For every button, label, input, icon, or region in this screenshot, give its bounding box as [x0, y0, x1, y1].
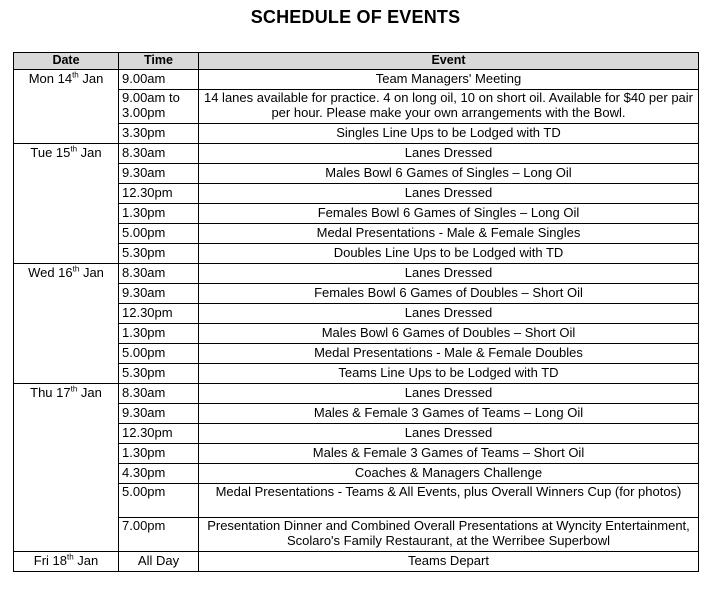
schedule-body	[14, 70, 699, 572]
event-cell: Team Managers' Meeting	[199, 70, 699, 90]
time-cell: 3.30pm	[119, 124, 199, 144]
time-cell: 1.30pm	[119, 444, 199, 464]
time-cell: 8.30am	[119, 384, 199, 404]
event-cell: Lanes Dressed	[199, 144, 699, 164]
event-cell: Medal Presentations - Male & Female Singles	[199, 224, 699, 244]
time-cell: 7.00pm	[119, 518, 199, 552]
event-cell: Teams Line Ups to be Lodged with TD	[199, 364, 699, 384]
time-cell: 8.30am	[119, 264, 199, 284]
event-cell: Lanes Dressed	[199, 264, 699, 284]
date-cell	[14, 552, 119, 572]
time-cell: 5.30pm	[119, 244, 199, 264]
date-ordinal: th	[72, 70, 79, 80]
event-cell: Presentation Dinner and Combined Overall Presentations at Wyncity Entertainment, Scolaro's Family Restaurant, at the Werribee Superbowl	[199, 518, 699, 552]
date-cell	[14, 264, 119, 384]
time-cell: 12.30pm	[119, 424, 199, 444]
time-cell: 1.30pm	[119, 204, 199, 224]
date-day: Tue 15	[30, 145, 71, 160]
time-cell: 5.00pm	[119, 484, 199, 518]
time-cell: 8.30am	[119, 144, 199, 164]
event-cell: Lanes Dressed	[199, 184, 699, 204]
event-cell: Lanes Dressed	[199, 304, 699, 324]
event-cell: Teams Depart	[199, 552, 699, 572]
event-cell: Doubles Line Ups to be Lodged with TD	[199, 244, 699, 264]
event-cell: Lanes Dressed	[199, 384, 699, 404]
date-day: Thu 17	[30, 385, 71, 400]
event-cell: Females Bowl 6 Games of Doubles – Short Oil	[199, 284, 699, 304]
date-cell	[14, 70, 119, 144]
date-ordinal: th	[66, 552, 74, 562]
time-cell: 9.30am	[119, 404, 199, 424]
date-month: Jan	[78, 71, 104, 86]
time-cell: 1.30pm	[119, 324, 199, 344]
time-cell: 12.30pm	[119, 184, 199, 204]
event-cell: Females Bowl 6 Games of Singles – Long Oil	[199, 204, 699, 224]
column-header-event: Event	[199, 53, 699, 70]
event-cell: Males & Female 3 Games of Teams – Short Oil	[199, 444, 699, 464]
event-cell: Males Bowl 6 Games of Doubles – Short Oil	[199, 324, 699, 344]
time-cell: 5.30pm	[119, 364, 199, 384]
date-month: Jan	[79, 265, 104, 280]
event-cell: Coaches & Managers Challenge	[199, 464, 699, 484]
date-day: Wed 16	[28, 265, 73, 280]
date-ordinal: th	[70, 384, 78, 394]
date-cell	[14, 144, 119, 264]
date-month: Jan	[77, 145, 102, 160]
event-cell: Medal Presentations - Male & Female Doubles	[199, 344, 699, 364]
event-cell: 14 lanes available for practice. 4 on long oil, 10 on short oil. Available for $40 per pair per hour. Please make your own arrangements with the Bowl.	[199, 90, 699, 124]
column-header-time: Time	[119, 53, 199, 70]
event-cell: Singles Line Ups to be Lodged with TD	[199, 124, 699, 144]
page-title: SCHEDULE OF EVENTS	[250, 7, 461, 27]
table-row	[14, 264, 699, 284]
time-cell: 9.00am to 3.00pm	[119, 90, 199, 124]
table-row	[14, 144, 699, 164]
header-row	[14, 53, 699, 70]
time-cell: 5.00pm	[119, 344, 199, 364]
event-cell: Males Bowl 6 Games of Singles – Long Oil	[199, 164, 699, 184]
date-day: Mon 14	[28, 71, 73, 86]
event-cell: Medal Presentations - Teams & All Events, plus Overall Winners Cup (for photos)	[199, 484, 699, 518]
time-cell: 4.30pm	[119, 464, 199, 484]
date-day: Fri 18	[33, 553, 67, 568]
date-cell	[14, 384, 119, 552]
column-header-date: Date	[14, 53, 119, 70]
date-ordinal: th	[70, 144, 78, 154]
time-cell: 5.00pm	[119, 224, 199, 244]
time-cell: All Day	[119, 552, 199, 572]
table-row	[14, 70, 699, 90]
event-cell: Males & Female 3 Games of Teams – Long Oil	[199, 404, 699, 424]
date-month: Jan	[77, 385, 102, 400]
time-cell: 9.00am	[119, 70, 199, 90]
event-cell: Lanes Dressed	[199, 424, 699, 444]
time-cell: 9.30am	[119, 164, 199, 184]
table-row	[14, 552, 699, 572]
date-ordinal: th	[72, 264, 80, 274]
time-cell: 12.30pm	[119, 304, 199, 324]
table-row	[14, 384, 699, 404]
time-cell: 9.30am	[119, 284, 199, 304]
date-month: Jan	[73, 553, 99, 568]
schedule-table	[13, 52, 699, 572]
